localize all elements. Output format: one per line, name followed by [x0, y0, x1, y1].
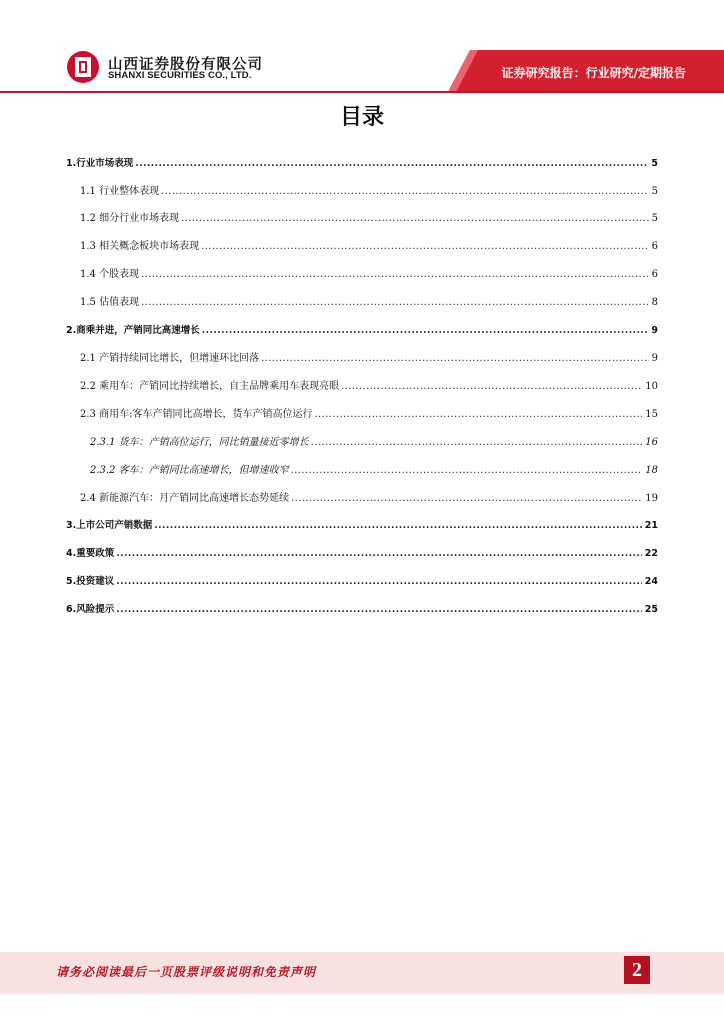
toc-entry-label: 3.上市公司产销数据 — [66, 520, 153, 531]
toc-leader-dots — [154, 520, 642, 532]
toc-leader-dots — [311, 437, 643, 449]
toc-entry-label: 2.3 商用车:客车产销同比高增长，货车产销高位运行 — [80, 409, 313, 420]
toc-leader-dots — [141, 297, 649, 309]
toc-entry-label: 1.1 行业整体表现 — [80, 186, 160, 197]
toc-entry-label: 5.投资建议 — [66, 576, 115, 587]
toc-entry[interactable] — [66, 489, 658, 505]
toc-entry-page: 25 — [644, 604, 658, 615]
toc-entry-page: 10 — [645, 381, 658, 392]
toc-entry-label: 1.3 相关概念板块市场表现 — [80, 241, 200, 252]
toc-entry-page: 8 — [651, 297, 658, 308]
header-divider — [0, 91, 724, 93]
toc-entry-label: 6.风险提示 — [66, 604, 115, 615]
toc-entry-label: 1.行业市场表现 — [66, 158, 134, 169]
toc-leader-dots — [116, 548, 642, 560]
toc-entry-page: 6 — [651, 269, 658, 280]
toc-entry[interactable] — [66, 405, 658, 421]
toc-entry-label: 2.2 乘用车：产销同比持续增长，自主品牌乘用车表现亮眼 — [80, 381, 340, 392]
toc-entry-page: 9 — [651, 325, 658, 336]
toc-title: 目录 — [339, 105, 384, 130]
toc-entry-page: 5 — [651, 186, 658, 197]
toc-entry-page: 5 — [651, 213, 658, 224]
toc-entry[interactable] — [66, 293, 658, 309]
toc-leader-dots — [341, 381, 642, 393]
toc-entry[interactable] — [66, 544, 658, 560]
toc-entry-label: 1.5 估值表现 — [80, 297, 140, 308]
toc-entry[interactable] — [66, 572, 658, 588]
toc-entry-label: 2.4 新能源汽车：月产销同比高速增长态势延续 — [80, 493, 290, 504]
toc-leader-dots — [116, 576, 642, 588]
toc-entry-label: 2.3.1 货车：产销高位运行，同比销量接近零增长 — [90, 437, 309, 448]
toc-leader-dots — [181, 213, 649, 225]
toc-leader-dots — [161, 186, 649, 198]
toc-leader-dots — [201, 241, 649, 253]
toc-entry-label: 2.1 产销持续同比增长，但增速环比回落 — [80, 353, 260, 364]
toc-leader-dots — [314, 409, 642, 421]
toc-entry[interactable] — [66, 237, 658, 253]
footer-disclaimer: 请务必阅读最后一页股票评级说明和免责声明 — [56, 965, 317, 979]
toc-entry-label: 2.3.2 客车：产销同比高速增长，但增速收窄 — [90, 465, 289, 476]
toc-entry[interactable] — [66, 461, 658, 477]
page-number: 2 — [624, 956, 650, 984]
toc-leader-dots — [291, 493, 642, 505]
toc-entry-page: 19 — [645, 493, 658, 504]
toc-entry-page: 9 — [651, 353, 658, 364]
toc-entry[interactable] — [66, 600, 658, 616]
company-name-cn: 山西证券股份有限公司 — [108, 57, 263, 73]
toc-leader-dots — [291, 465, 643, 477]
toc-entry-page: 15 — [645, 409, 658, 420]
toc-entry-label: 2.商乘并进，产销同比高速增长 — [66, 325, 200, 336]
toc-entry-label: 1.4 个股表现 — [80, 269, 140, 280]
toc-entry-page: 18 — [645, 465, 658, 476]
toc-entry[interactable] — [66, 154, 658, 170]
toc-entry[interactable] — [66, 516, 658, 532]
toc-entry-label: 1.2 细分行业市场表现 — [80, 213, 180, 224]
page-header — [0, 0, 724, 100]
toc-entry[interactable] — [66, 321, 658, 337]
toc-entry[interactable] — [66, 209, 658, 225]
toc-leader-dots — [261, 353, 649, 365]
toc-entry-page: 6 — [651, 241, 658, 252]
shanxi-securities-logo-icon — [66, 50, 100, 84]
toc-entry[interactable] — [66, 182, 658, 198]
toc-entry-page: 5 — [651, 158, 658, 169]
toc-leader-dots — [141, 269, 649, 281]
toc-leader-dots — [135, 158, 648, 170]
toc-entry[interactable] — [66, 433, 658, 449]
toc-entry-page: 21 — [644, 520, 658, 531]
company-name-en: SHANXI SECURITIES CO., LTD. — [108, 70, 252, 81]
report-type: 证券研究报告：行业研究/定期报告 — [501, 66, 686, 80]
toc-entry[interactable] — [66, 349, 658, 365]
toc-entry[interactable] — [66, 265, 658, 281]
toc-entry-page: 22 — [644, 548, 658, 559]
toc-leader-dots — [116, 604, 642, 616]
toc-leader-dots — [202, 325, 649, 337]
toc-entry-page: 16 — [645, 437, 658, 448]
toc-entry[interactable] — [66, 377, 658, 393]
toc-entry-page: 24 — [644, 576, 658, 587]
toc-entry-label: 4.重要政策 — [66, 548, 115, 559]
